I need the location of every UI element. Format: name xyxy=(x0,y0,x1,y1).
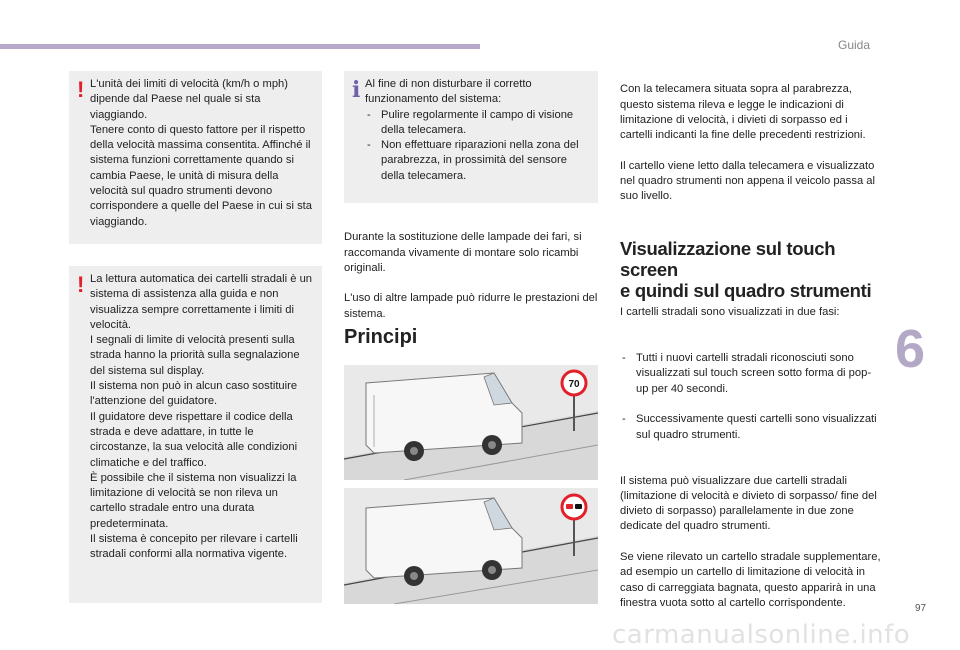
section-label: Guida xyxy=(838,38,871,52)
illustration-speed-limit xyxy=(344,365,598,480)
lamp-note xyxy=(344,215,598,337)
paragraph: Durante la sostituzione delle lampade dei fari, si raccomanda vivamente di montare solo ricambi originali. xyxy=(344,231,582,274)
van-icon xyxy=(366,498,522,586)
warning-exclamation-icon: ! xyxy=(77,272,85,297)
paragraph: L'unità dei limiti di velocità (km/h o mph) dipende dal Paese nel quale si sta viaggiando. xyxy=(90,78,288,121)
list-item: - Tutti i nuovi cartelli stradali riconosciuti sono visualizzati sul touch screen sotto forma di pop-up per 40 secondi. xyxy=(620,351,882,397)
heading-line: e quindi sul quadro strumenti xyxy=(620,280,872,301)
paragraph: Il cartello viene letto dalla telecamera e visualizzato nel quadro strumenti non appena il veicolo passa al suo livello. xyxy=(620,159,875,203)
list-item: - Pulire regolarmente il campo di visione della telecamera. xyxy=(365,108,592,139)
paragraph: Tenere conto di questo fattore per il rispetto della velocità massima consentita. Affinché il sistema funzioni correttamente quando si cambia Paese, le unità di misura della velocità sul quadro strumenti devono corrispondere a quelle del Paese in cui si sta viaggiando. xyxy=(90,123,313,228)
black-car-icon xyxy=(575,504,582,509)
warning-box-reading-text xyxy=(90,272,316,563)
chapter-number: 6 xyxy=(895,319,926,379)
paragraph: Se viene rilevato un cartello stradale supplementare, ad esempio un cartello di limitazione di velocità in caso di carreggiata bagnata, questo apparirà in una finestra vuota sotto al cartello corrispondente. xyxy=(620,551,881,609)
paragraph: Il sistema può visualizzare due cartelli stradali (limitazione di velocità e divieto di sorpasso/ fine del divieto di sorpasso) parallelamente in due zone dedicate del quadro strumenti. xyxy=(620,474,877,533)
van-speed-sign-drawing xyxy=(344,365,598,480)
principle-description xyxy=(620,67,882,220)
paragraph: I cartelli stradali sono visualizzati in due fasi: xyxy=(620,306,840,319)
warning-box-reading xyxy=(69,266,322,603)
info-intro: Al fine di non disturbare il corretto funzionamento del sistema: xyxy=(365,78,532,106)
speed-limit-value: 70 xyxy=(568,379,580,390)
visualization-body xyxy=(620,290,882,627)
info-list xyxy=(365,108,592,184)
paragraph: Il sistema non può in alcun caso sostituire l'attenzione del guidatore. xyxy=(90,380,298,408)
paragraph: È possibile che il sistema non visualizzi la limitazione di velocità se non rileva un cartello stradale entro una durata predeterminata. xyxy=(90,471,297,530)
warning-box-units-text xyxy=(90,77,316,230)
no-overtaking-sign xyxy=(562,495,586,519)
info-box-text xyxy=(365,77,592,184)
warning-exclamation-icon: ! xyxy=(77,77,85,102)
paragraph: La lettura automatica dei cartelli stradali è un sistema di assistenza alla guida e non visualizza sempre correttamente i limiti di velocità. xyxy=(90,273,313,331)
paragraph: L'uso di altre lampade può ridurre le prestazioni del sistema. xyxy=(344,292,598,320)
page-number: 97 xyxy=(915,603,927,614)
paragraph: I segnali di limite di velocità presenti sulla strada hanno la priorità sulla segnalazione del sistema sul display. xyxy=(90,334,300,377)
watermark: carmanualsonline.info xyxy=(612,620,911,650)
list-item: - Successivamente questi cartelli sono visualizzati sul quadro strumenti. xyxy=(620,412,882,443)
paragraph: Il guidatore deve rispettare il codice della strada e deve adattare, in tutte le circostanze, la sua velocità alle condizioni climatiche e del traffico. xyxy=(90,410,298,469)
van-overtaking-sign-drawing xyxy=(344,488,598,604)
red-car-icon xyxy=(566,504,573,509)
info-box xyxy=(344,71,598,203)
list-item: - Non effettuare riparazioni nella zona del parabrezza, in prossimità del sensore della telecamera. xyxy=(365,138,592,184)
heading-line: Visualizzazione sul touch screen xyxy=(620,238,836,280)
van-icon xyxy=(366,373,522,461)
illustration-no-overtaking xyxy=(344,488,598,604)
paragraph: Il sistema è concepito per rilevare i cartelli stradali conformi alla normativa vigente. xyxy=(90,533,298,561)
paragraph: Con la telecamera situata sopra al parabrezza, questo sistema rileva e legge le indicazioni di limitazione di velocità, i divieti di sorpasso ed i cartelli indicanti la fine delle precedenti restrizioni. xyxy=(620,83,866,142)
principi-heading: Principi xyxy=(344,326,418,348)
info-icon: i xyxy=(352,77,361,103)
visualization-list xyxy=(620,336,882,458)
header-accent-bar xyxy=(0,44,480,49)
warning-box-units xyxy=(69,71,322,244)
